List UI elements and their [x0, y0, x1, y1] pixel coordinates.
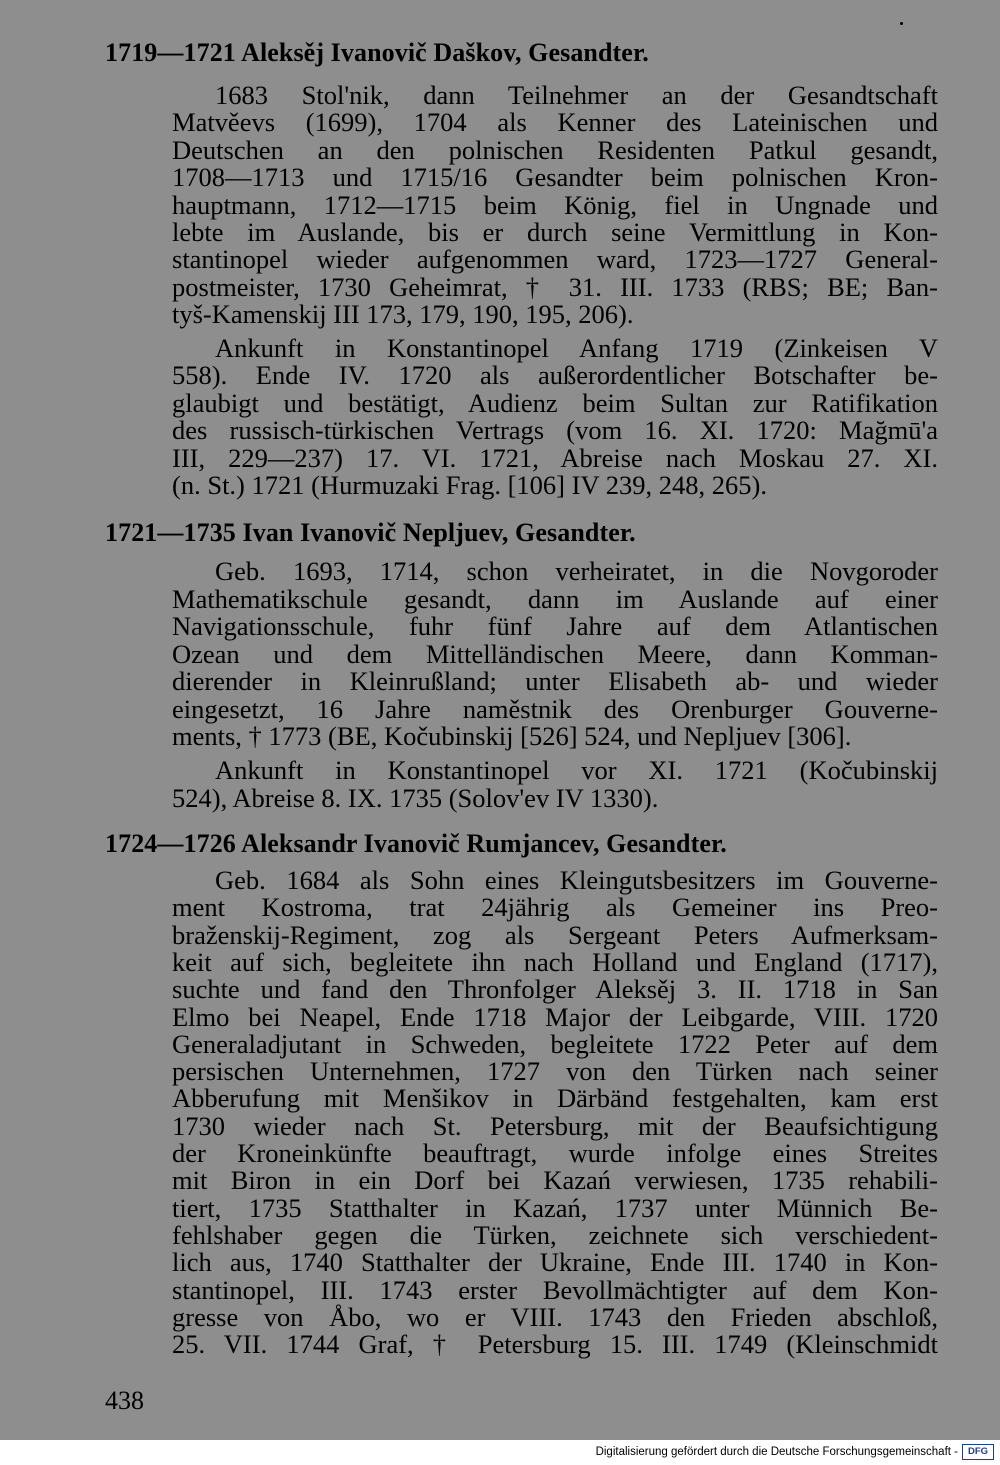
- text-line: stantinopel, III. 1743 erster Bevollmächtigter auf dem Kon-: [172, 1274, 938, 1305]
- text-line: Matvěevs (1699), 1704 als Kenner des Lateinischen und: [172, 107, 938, 138]
- text-line: Geb. 1684 als Sohn eines Kleingutsbesitzers im Gouverne-: [215, 865, 938, 895]
- text-line: 25. VII. 1744 Graf, † Petersburg 15. III. 1749 (Kleinschmidt: [172, 1329, 938, 1360]
- dfg-logo: DFG: [962, 1444, 994, 1460]
- text-line: ment Kostroma, trat 24jährig als Gemeiner ins Preo-: [172, 892, 938, 923]
- text-line: eingesetzt, 16 Jahre naměstnik des Orenburger Gouverne-: [172, 693, 938, 724]
- text-line: des russisch-türkischen Vertrags (vom 16. XI. 1720: Mağmū'a: [172, 415, 938, 446]
- text-line: dierender in Kleinrußland; unter Elisabeth ab- und wieder: [172, 666, 938, 696]
- text-line: fehlshaber gegen die Türken, zeichnete sich verschiedent-: [172, 1219, 938, 1250]
- entry-heading-nepljuev: 1721—1735 Ivan Ivanovič Nepljuev, Gesandter.: [105, 518, 636, 547]
- text-line: lich aus, 1740 Statthalter der Ukraine, Ende III. 1740 in Kon-: [172, 1247, 938, 1278]
- text-line: Geb. 1693, 1714, schon verheiratet, in die Novgoroder: [215, 556, 938, 586]
- text-line: gresse von Åbo, wo er VIII. 1743 den Frieden abschloß,: [172, 1301, 938, 1332]
- text-line: Elmo bei Neapel, Ende 1718 Major der Leibgarde, VIII. 1720: [172, 1001, 938, 1032]
- text-line: Deutschen an den polnischen Residenten Patkul gesandt,: [172, 134, 938, 165]
- text-line: persischen Unternehmen, 1727 von den Türken nach seiner: [172, 1056, 938, 1087]
- text-line: Ankunft in Konstantinopel Anfang 1719 (Zinkeisen V: [215, 333, 938, 363]
- text-line: III, 229—237) 17. VI. 1721, Abreise nach Moskau 27. XI.: [172, 442, 938, 473]
- text-line: Navigationsschule, fuhr fünf Jahre auf dem Atlantischen: [172, 611, 938, 641]
- text-line: 1730 wieder nach St. Petersburg, mit der Beaufsichtigung: [172, 1110, 938, 1141]
- text-line: mit Biron in ein Dorf bei Kazań verwiesen, 1735 rehabili-: [172, 1165, 938, 1196]
- text-line: Generaladjutant in Schweden, begleitete 1722 Peter auf dem: [172, 1028, 938, 1059]
- text-line: suchte und fand den Thronfolger Aleksěj 3. II. 1718 in San: [172, 974, 938, 1005]
- text-line: hauptmann, 1712—1715 beim König, fiel in Ungnade und: [172, 189, 938, 220]
- text-line: keit auf sich, begleitete ihn nach Holland und England (1717),: [172, 946, 938, 977]
- entry-heading-rumjancev: 1724—1726 Aleksandr Ivanovič Rumjancev, Gesandter.: [105, 829, 727, 858]
- speck-mark: [900, 22, 903, 25]
- text-line: Abberufung mit Menšikov in Därbänd festgehalten, kam erst: [172, 1083, 938, 1114]
- text-line: 1683 Stol'nik, dann Teilnehmer an der Gesandtschaft: [215, 80, 938, 110]
- text-line: tiert, 1735 Statthalter in Kazań, 1737 unter Münnich Be-: [172, 1192, 938, 1223]
- text-line: 524), Abreise 8. IX. 1735 (Solov'ev IV 1330).: [172, 783, 659, 813]
- text-line: tyš-Kamenskij III 173, 179, 190, 195, 206).: [172, 299, 634, 330]
- text-line: lebte im Auslande, bis er durch seine Vermittlung in Kon-: [172, 217, 938, 247]
- text-line: (n. St.) 1721 (Hurmuzaki Frag. [106] IV 239, 248, 265).: [172, 470, 767, 500]
- text-line: braženskij-Regiment, zog als Sergeant Peters Aufmerksam-: [172, 919, 938, 950]
- footer-credit: Digitalisierung gefördert durch die Deutsche Forschungsgemeinschaft -: [595, 1446, 958, 1458]
- page-number: 438: [105, 1386, 144, 1415]
- text-line: postmeister, 1730 Geheimrat, † 31. III. 1733 (RBS; BE; Ban-: [172, 271, 938, 302]
- text-line: Mathematikschule gesandt, dann im Auslande auf einer: [172, 583, 938, 614]
- text-line: der Kroneinkünfte beauftragt, wurde infolge eines Streites: [172, 1138, 938, 1168]
- text-line: ments, † 1773 (BE, Kočubinskij [526] 524, und Nepljuev [306].: [172, 721, 852, 751]
- entry-heading-daskov: 1719—1721 Aleksěj Ivanovič Daškov, Gesandter.: [105, 38, 649, 67]
- text-line: Ozean und dem Mittelländischen Meere, dann Komman-: [172, 638, 938, 669]
- text-line: 558). Ende IV. 1720 als außerordentlicher Botschafter be-: [172, 360, 938, 391]
- text-line: 1708—1713 und 1715/16 Gesandter beim polnischen Kron-: [172, 162, 938, 193]
- digitization-footer: [0, 1440, 1000, 1465]
- text-line: stantinopel wieder aufgenommen ward, 1723—1727 General-: [172, 244, 938, 275]
- text-line: glaubigt und bestätigt, Audienz beim Sultan zur Ratifikation: [172, 387, 938, 418]
- text-line: Ankunft in Konstantinopel vor XI. 1721 (Kočubinskij: [215, 755, 938, 785]
